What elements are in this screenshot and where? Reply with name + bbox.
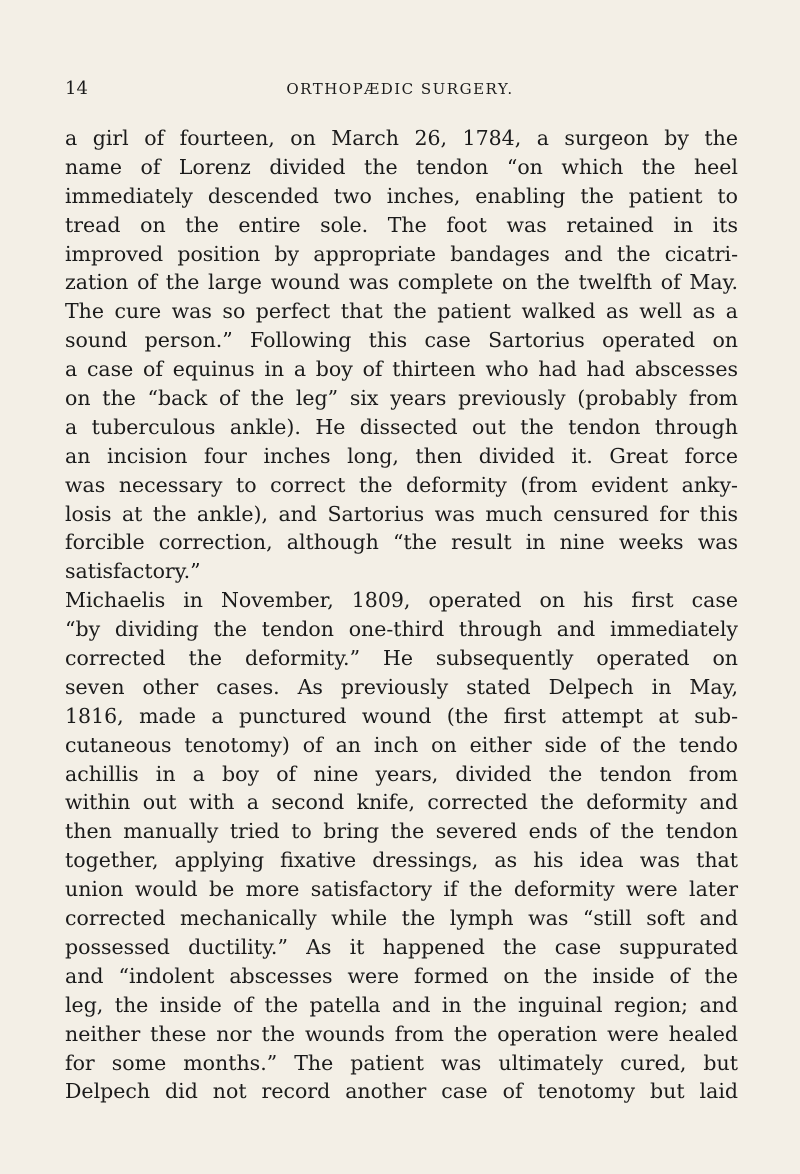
text-line: together, applying fixative dressings, as his idea was that: [65, 848, 738, 873]
text-line: forcible correction, although “the result in nine weeks was: [65, 530, 738, 555]
text-line: corrected the deformity.” He subsequently operated on: [65, 646, 738, 671]
text-line: was necessary to correct the deformity (from evident anky-: [65, 472, 738, 497]
text-line: a girl of fourteen, on March 26, 1784, a surgeon by the: [65, 126, 738, 150]
text-line: name of Lorenz divided the tendon “on which the heel: [65, 154, 738, 179]
paragraph-end-line: satisfactory.”: [65, 559, 201, 584]
text-line: The cure was so perfect that the patient walked as well as a: [65, 299, 738, 324]
text-line: zation of the large wound was complete on the twelfth of May.: [65, 270, 738, 295]
text-line: a case of equinus in a boy of thirteen who had had abscesses: [65, 357, 738, 382]
text-line: within out with a second knife, corrected the deformity and: [65, 790, 738, 815]
text-line: possessed ductility.” As it happened the case suppurated: [65, 934, 738, 959]
text-line: 1816, made a punctured wound (the first attempt at sub-: [65, 703, 738, 728]
text-line: tread on the entire sole. The foot was retained in its: [65, 212, 738, 237]
text-line: improved position by appropriate bandages and the cicatri-: [65, 241, 738, 266]
paragraph-start-line: Michaelis in November, 1809, operated on his first case: [65, 588, 738, 613]
text-line: then manually tried to bring the severed ends of the tendon: [65, 819, 738, 844]
text-line: union would be more satisfactory if the deformity were later: [65, 877, 738, 902]
text-line: an incision four inches long, then divided it. Great force: [65, 443, 738, 468]
text-line: cutaneous tenotomy) of an inch on either side of the tendo: [65, 732, 738, 757]
body-text: [65, 124, 738, 1106]
text-line: and “indolent abscesses were formed on the inside of the: [65, 963, 738, 988]
text-line: for some months.” The patient was ultimately cured, but: [65, 1050, 738, 1075]
text-line: corrected mechanically while the lymph was “still soft and: [65, 906, 738, 931]
text-line: neither these nor the wounds from the operation were healed: [65, 1021, 738, 1046]
text-line: seven other cases. As previously stated Delpech in May,: [65, 674, 738, 699]
text-line: immediately descended two inches, enabling the patient to: [65, 183, 738, 208]
running-title: ORTHOPÆDIC SURGERY.: [286, 80, 514, 98]
text-line: losis at the ankle), and Sartorius was much censured for this: [65, 501, 738, 526]
text-line: on the “back of the leg” six years previously (probably from: [65, 386, 738, 411]
text-line: sound person.” Following this case Sartorius operated on: [65, 328, 738, 353]
page-number: 14: [65, 78, 88, 99]
text-line: “by dividing the tendon one-third through and immediately: [65, 617, 738, 642]
text-line: achillis in a boy of nine years, divided the tendon from: [65, 761, 738, 786]
text-line: Delpech did not record another case of tenotomy but laid: [65, 1079, 738, 1104]
text-line: leg, the inside of the patella and in the inguinal region; and: [65, 992, 738, 1017]
running-head: [65, 78, 735, 102]
text-line: a tuberculous ankle). He dissected out the tendon through: [65, 414, 738, 439]
